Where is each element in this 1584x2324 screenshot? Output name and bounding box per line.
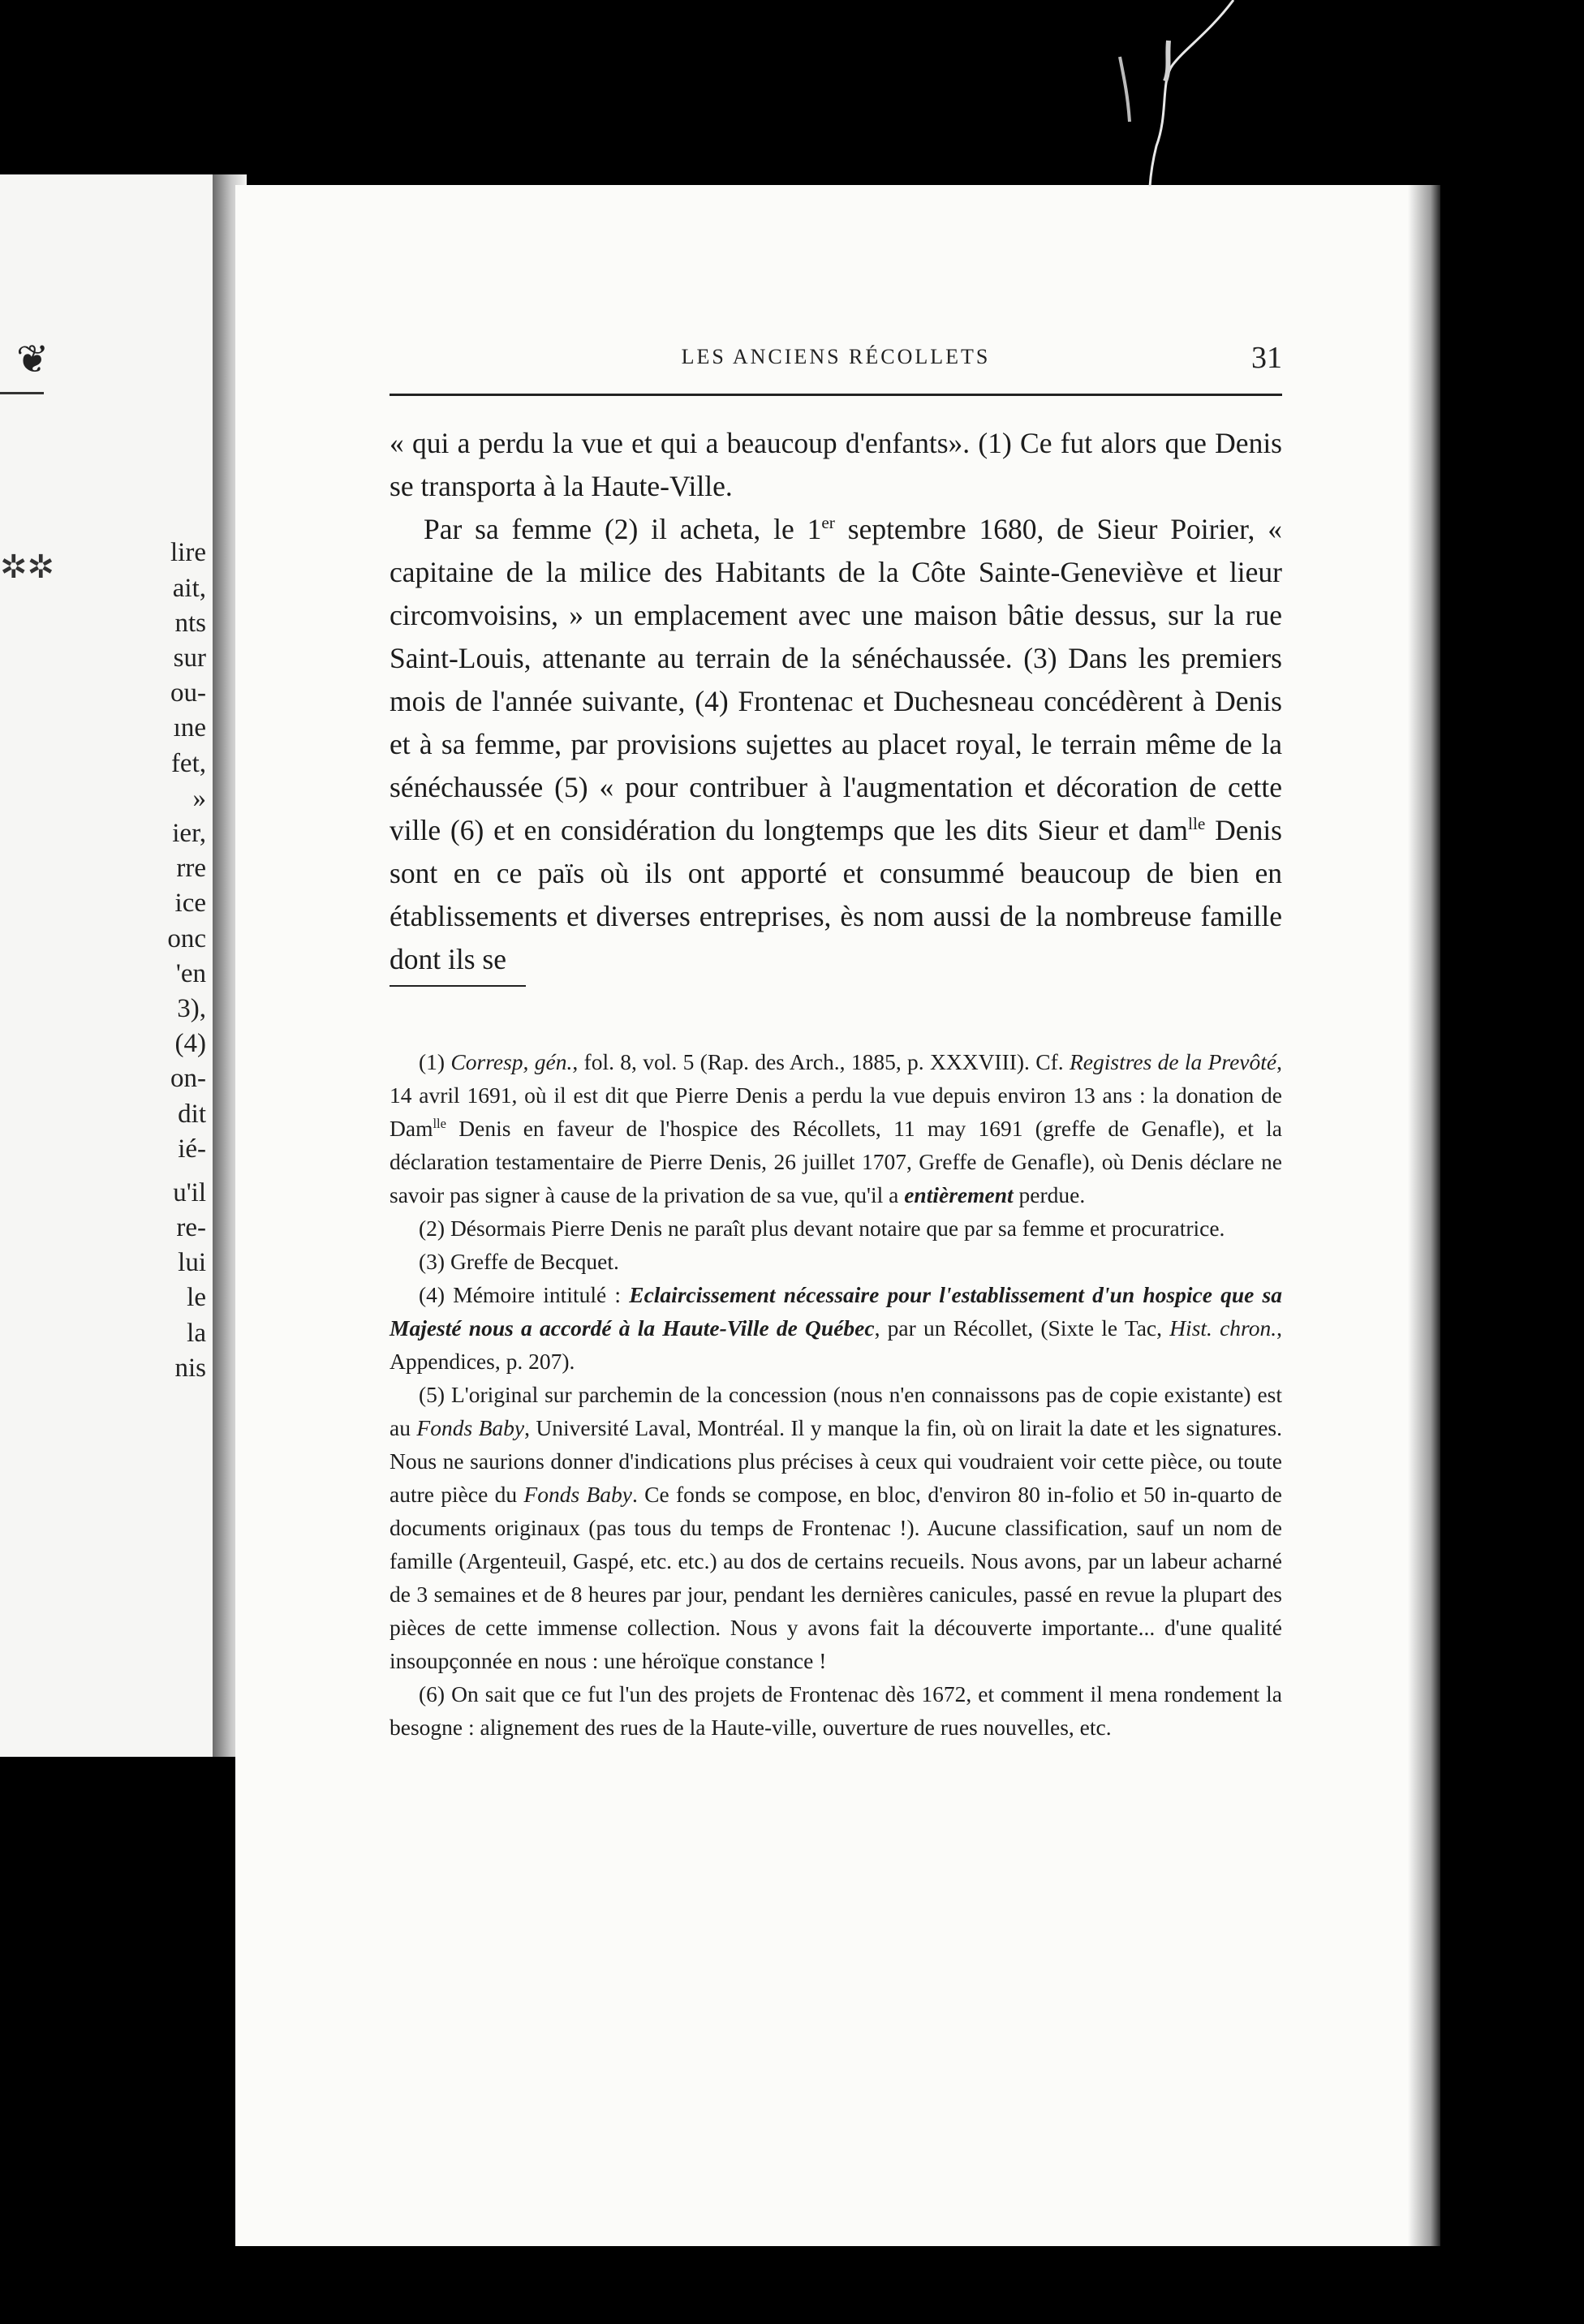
text-run: Denis en faveur de l'hospice des Récollets, 11 may 1691 (greffe de Genafle), et la déclaration testamentaire de Pierre Denis, 26 juillet 1707, Greffe de Genafle), où Denis déclare ne savoir pas signer à cause de la privation de sa vue, qu'il a [390,1116,1282,1207]
left-page-fragment: lire [170,538,206,568]
italic-run: Fonds Baby [523,1482,632,1507]
footnote-5 [390,1378,1282,1677]
footnote-1 [390,1045,1282,1211]
text-run: , par un Récollet, (Sixte le Tac, [874,1315,1170,1341]
text-run: , 14 avril 1691, où il est dit que Pierre Denis a perdu la vue depuis environ 13 ans : la donation de Dam [390,1049,1282,1141]
left-page-fragment: fet, [170,748,206,778]
left-page-fragment: rre [176,854,206,884]
text-run: perdue. [1013,1182,1086,1207]
left-page-fragment: ait, [172,573,206,603]
footnotes [390,1045,1282,1744]
italic-run: Hist. chron. [1169,1315,1277,1341]
footnote-4 [390,1278,1282,1378]
left-page-fragment: sur [173,643,206,673]
text-run: (1) [419,1049,451,1074]
left-page-fragment: la [187,1318,206,1348]
paragraph-2 [390,508,1282,981]
italic-run: Registres de la Prevôté [1069,1049,1277,1074]
text-run: (4) Mémoire intitulé : [419,1282,630,1307]
left-page-fragment: ıne [173,713,206,743]
thread-decoration [1112,0,1274,187]
superscript: lle [1188,814,1206,834]
page-number: 31 [1251,341,1282,375]
superscript: er [821,513,835,533]
footnote-6: (6) On sait que ce fut l'un des projets de Frontenac dès 1672, et comment il mena rondement la besogne : alignement des rues de la Haute-ville, ouverture de rues nouvelles, etc. [390,1681,1282,1740]
left-page-fragment: » [192,783,206,813]
footnote-3: (3) Greffe de Becquet. [419,1249,619,1274]
previous-page-fragment [0,174,213,1757]
text-run: septembre 1680, de Sieur Poirier, « capitaine de la milice des Habitants de la Côte Sainte-Geneviève et lieur circomvoisins, » un emplacement avec une maison bâtie dessus, sur la rue Saint-Louis, attenante au terrain de la sénéchaussée. (3) Dans les premiers mois de l'année suivante, (4) Frontenac et Duchesneau concédèrent à Denis et à sa femme, par provisions sujettes au placet royal, le terrain même de la sénéchaussée (5) « pour contribuer à l'augmentation et décoration de cette ville (6) et en considération du longtemps que les dits Sieur et dam [390,513,1282,846]
running-head [390,341,1282,385]
superscript: lle [433,1115,446,1131]
left-page-fragment: (4) [174,1029,206,1059]
left-page-fragment: nis [174,1353,206,1383]
asterism-icon: ✲✲ [0,549,55,585]
text-run: Denis sont en ce païs où ils ont apporté et consummé beaucoup de bien en établissements et diverses entreprises, ès nom aussi de la nombreuse famille dont ils se [390,814,1282,975]
footnote-2: (2) Désormais Pierre Denis ne paraît plus devant notaire que par sa femme et procuratrice. [419,1216,1225,1241]
left-page-fragment: re- [176,1213,206,1242]
left-page-fragment: u'il [173,1177,206,1207]
left-page-fragment: on- [170,1064,206,1094]
emphasis-run: entièrement [904,1182,1014,1207]
left-page-fragment: ier, [172,819,206,848]
left-page-fragment: ou- [170,678,206,708]
left-page-fragment: nts [174,608,206,638]
left-page-fragment: dit [178,1099,206,1129]
ornament-icon: ❦ [16,338,50,381]
running-title: LES ANCIENS RÉCOLLETS [681,345,991,368]
text-run: , Université Laval, Montréal. Il y manque la fin, où on lirait la date et les signatures. Nous ne saurions donner d'indications plus précises à ceux qui voudraient voir cette pièce, ou toute autre pièce du [390,1415,1282,1507]
text-run: (5) L'original sur parchemin de la concession (nous n'en connaissons pas de copie existante) est au [390,1382,1282,1440]
left-page-fragment: le [187,1283,206,1313]
left-page-fragment: onc [167,923,206,953]
left-page-fragment: lui [178,1248,206,1278]
text-run: . Ce fonds se compose, en bloc, d'environ 80 in-folio et 50 in-quarto de documents originaux (pas tous du temps de Frontenac !). Aucune classification, sauf un nom de famille (Argenteuil, Gaspé, etc. etc.) au dos de certains recueils. Nous avons, par un labeur acharné de 3 semaines et de 8 heures par jour, pendant les dernières canicules, passé en revue la plupart des pièces de cette immense collection. Nous y avons fait la découverte importante... d'une qualité insoupçonnée en nous : une héroïque constance ! [390,1482,1282,1673]
left-page-rule [0,392,44,394]
emphasis-run: Eclaircissement nécessaire pour l'establissement d'un hospice que sa Majesté nous a accordé à la Haute-Ville de Québec [390,1282,1283,1341]
left-page-fragment: ice [174,889,206,919]
text-run: Par sa femme (2) il acheta, le 1 [424,513,822,545]
main-text [390,422,1282,981]
left-page-fragment: 'en [175,958,206,988]
left-page-fragment: ié- [178,1134,206,1164]
italic-run: Fonds Baby [416,1415,525,1440]
page-edge [1408,185,1440,2246]
footnote-rule [390,985,526,987]
paragraph-1: « qui a perdu la vue et qui a beaucoup d'enfants». (1) Ce fut alors que Denis se transporta à la Haute-Ville. [390,427,1282,502]
left-page-fragment: 3), [177,994,206,1023]
text-run: , Appendices, p. 207). [390,1315,1282,1374]
text-run: , fol. 8, vol. 5 (Rap. des Arch., 1885, p. XXXVIII). Cf. [572,1049,1070,1074]
italic-run: Corresp, gén. [450,1049,573,1074]
header-rule [390,394,1282,396]
